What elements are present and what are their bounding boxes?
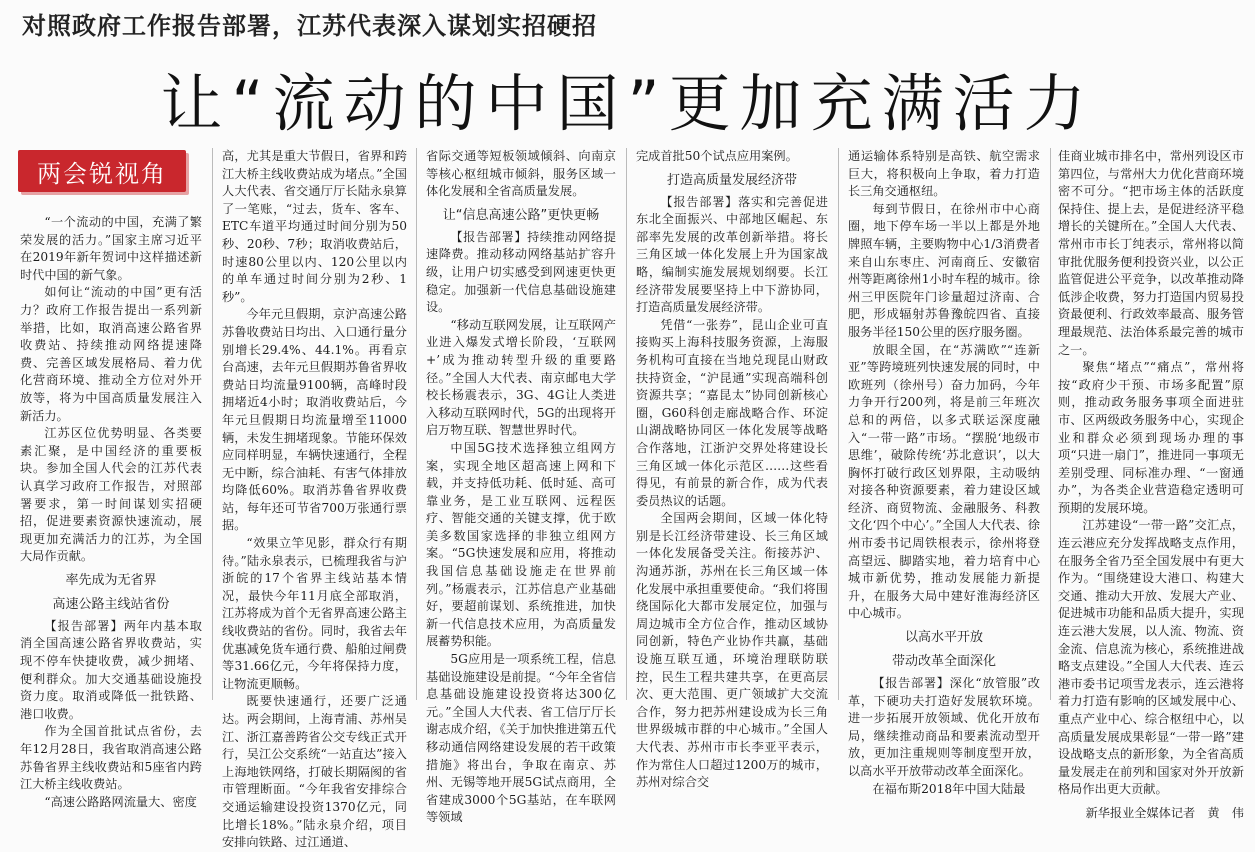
paragraph-continuation: 完成首批50个试点应用案例。 [636,149,798,163]
kicker-headline: 对照政府工作报告部署，江苏代表深入谋划实招硬招 [22,12,597,40]
paragraph: 在福布斯2018年中国大陆最 [872,781,1026,796]
paragraph: “一个流动的中国，充满了繁荣发展的活力。”国家主席习近平在2019年新年贺词中这样描述新时代中国的新气象。 [20,215,202,282]
paragraph-continuation: 佳商业城市排名中，常州列设区市第四位，与常州大力优化营商环境密不可分。“把市场主体的活跃度保持住、提上去，是促进经济平稳增长的关键所在。”全国人大代表、常州市市长丁纯表示，常州将以简审批优服务便利投资兴业，以公正监管促进公平竞争，以改革推动降低涉企收费，努力打造国内贸易投资最便利、行政效率最高、服务管理最规范、法治体系最完善的城市之一。 [1058,149,1244,357]
paragraph: 【报告部署】落实和完善促进东北全面振兴、中部地区崛起、东部率先发展的改革创新举措。将长三角区域一体化发展上升为国家战略，编制实施发展规划纲要。长江经济带发展要坚持上中下游协同，打造高质量发展经济带。 [636,194,828,315]
paragraph: 放眼全国，在“苏满欧”“连新亚”等跨境班列快速发展的同时，中欧班列（徐州号）奋力加码，今年力争开行200列，将是前三年班次总和的两倍，以多式联运深度融入“一带一路”市场。“摆脱‘地级市思维’，破除传统‘苏北意识’，以大胸怀打破行政区划界限，主动吸纳对接各种资源要素，着力建设区域经济、商贸物流、金融服务、科教文化‘四个中心’。”全国人大代表、徐州市委书记周铁根表示，徐州将登高望远、脚踏实地，着力培育中心城市新优势，推动发展能力新提升，在服务大局中建好淮海经济区中心城市。 [848,342,1040,621]
paragraph: 凭借“一张券”，昆山企业可直接购买上海科技服务资源，上海服务机构可直接在当地兑现昆山财政扶持资金，“沪昆通”实现高端科创资源共享；“嘉昆太”协同创新核心圈，G60科创走廊战略合作、环淀山湖战略协同区一体化发展等战略合作落地，江浙沪交界处将建设长三角区域一体化示范区……这些看得见，有前景的新合作，成为代表委员热议的话题。 [636,317,828,508]
paragraph: 每到节假日，在徐州市中心商圈，地下停车场一半以上都是外地牌照车辆，主要购物中心1/3消费者来自山东枣庄、河南商丘、安徽宿州等距离徐州1小时车程的城市。徐州三甲医院年门诊量超过济南、合肥，形成辐射苏鲁豫皖四省、直接服务半径150公里的医疗服务圈。 [848,201,1040,339]
paragraph: “高速公路路网流量大、密度 [44,794,197,809]
main-headline: 让“流动的中国”更加充满活力 [160,67,1095,140]
paragraph: 江苏建设“一带一路”交汇点，连云港应充分发挥战略支点作用，在服务全省乃至全国发展中有更大作为。“围绕建设大港口、构建大交通、推动大开放、发展大产业、促进城市功能和品质大提升，实现连云港大发展，以人流、物流、资金流、信息流为核心，系统推进战略支点建设。”全国人大代表、连云港市委书记项雪龙表示，连云港将着力打造有影响的区域发展中心、重点产业中心、综合枢纽中心，以高质量发展成果彰显“一带一路”建设战略支点的新形象，为全省高质量发展走在前列和国家对外开放新格局作出更大贡献。 [1058,518,1244,797]
paragraph: 今年元旦假期，京沪高速公路苏鲁收费站日均出、入口通行量分别增长29.4%、44.1%。再看京台高速，去年元旦假期苏鲁省界收费站日均流量9100辆，高峰时段拥堵近4小时；取消收费站后，今年元旦假期日均流量增至11000辆，未发生拥堵现象。节能环保效应同样明显，车辆快速通行，全程无中断，综合油耗、有害气体排放均降低60%。取消苏鲁省界收费站，每年还可节省700万张通行票据。 [222,307,407,533]
paragraph: 既要快速通行，还要广泛通达。两会期间，上海青浦、苏州吴江、浙江嘉善跨省公交专线正式开行，吴江公交系统“一站直达”接入上海地铁网络，打破长期隔阂的省市管理断面。“今年我省安排综合交通运输建设投资1370亿元，同比增长18%。”陆永泉介绍，项目安排向铁路、过江通道、 [222,694,407,850]
paragraph-continuation: 通运输体系特别是高铁、航空需求巨大，将积极向上争取，着力打造长三角交通枢纽。 [848,149,1040,199]
paragraph: 【报告部署】深化“放管服”改革，下硬功夫打造好发展软环境。进一步拓展开放领域、优化开放布局，继续推动商品和要素流动型开放，更加注重规则等制度型开放，以高水平开放带动改革全面深化。 [848,676,1040,778]
section-subheading: 高速公路主线站省份 [52,596,170,612]
column-divider [838,148,839,700]
paragraph: 作为全国首批试点省份，去年12月28日，我省取消高速公路苏鲁省界主线收费站和5座省内跨江大桥主线收费站。 [20,724,202,792]
section-subheading: 以高水平开放 [904,630,983,646]
column-divider [212,148,213,700]
article-column-6 [1058,148,1244,820]
paragraph-continuation: 省际交通等短板领域倾斜、向南京等核心枢纽城市倾斜，服务区域一体化发展和全省高质量发展。 [426,149,616,199]
paragraph: 【报告部署】持续推动网络提速降费。推动移动网络基站扩容升级，让用户切实感受到网速更快更稳定。加强新一代信息基础设施建设。 [426,229,616,315]
column-divider [1050,148,1051,700]
section-subheading: 率先成为无省界 [65,572,157,588]
paragraph: 中国5G技术选择独立组网方案，实现全地区超高速上网和下载，并支持低功耗、低时延、高可靠业务，是工业互联网、远程医疗、智能交通的关键支撑，优于欧美多数国家选择的非独立组网方案。“5G快速发展和应用，将推动我国信息基础设施走在世界前列。”杨震表示，江苏信息产业基础好，要超前谋划、系统推进，加快新一代信息技术应用，为高质量发展蓄势积能。 [426,440,616,649]
column-divider [626,148,627,700]
section-subheading: 带动改革全面深化 [891,654,996,670]
paragraph: 聚焦“堵点”“痛点”，常州将按“政府少干预、市场多配置”原则，推动政务服务事项全面进驻市、区两级政务服务中心，实现企业和群众必须到现场办理的事项“只进一扇门”，推进同一事项无差别受理、同标准办理、“一窗通办”，为各类企业营造稳定透明可预期的发展环境。 [1058,360,1244,515]
section-subheading: 打造高质量发展经济带 [666,172,797,188]
paragraph: 如何让“流动的中国”更有活力？政府工作报告提出一系列新举措，比如，取消高速公路省界收费站、持续推动网络提速降费、完善区域发展格局、着力优化营商环境、推动全方位对外开放等，将为中国高质量发展注入新活力。 [20,285,202,423]
column-divider [416,148,417,700]
author-byline: 新华报业全媒体记者 黄 伟 [1085,805,1244,820]
section-subheading: 让“信息高速公路”更快更畅 [442,207,600,223]
paragraph: 全国两会期间，区域一体化特别是长江经济带建设、长三角区域一体化发展备受关注。衔接苏沪、沟通苏浙，苏州在长三角区域一体化发展中承担重要使命。“我们将围绕国际化大都市发展定位，加强与周边城市全方位合作，推动区域协同创新，特色产业协作共赢，基础设施互联互通，环境治理联防联控，民生工程共建共享，在更高层次、更大范围、更广领域扩大交流合作，努力把苏州建设成为长三角世界级城市群的中心城市。”全国人大代表、苏州市市长李亚平表示，作为常住人口超过1200万的城市，苏州对综合交 [636,511,828,790]
paragraph: 5G应用是一项系统工程，信息基础设施建设是前提。“今年全省信息基础设施建设投资将达300亿元。”全国人大代表、省工信厅厅长谢志成介绍，《关于加快推进第五代移动通信网络建设发展的若干政策措施》将出台，争取在南京、苏州、无锡等地开展5G试点商用，全省建成3000个5G基站，在车联网等领域 [426,652,616,825]
article-column-3 [426,148,616,825]
paragraph: “效果立竿见影，群众行有期待。”陆永泉表示，已梳理我省与沪浙皖的17个省界主线站基本情况，最快今年11月底全部取消，江苏将成为首个无省界高速公路主线收费站的省份。同时，我省去年优惠减免货车通行费、船舶过闸费等31.66亿元，今年将保持力度，让物流更顺畅。 [222,536,407,691]
article-column-4 [636,148,828,790]
paragraph: 【报告部署】两年内基本取消全国高速公路省界收费站，实现不停车快捷收费，减少拥堵、便利群众。加大交通基础设施投资力度。取消或降低一批铁路、港口收费。 [20,618,202,721]
paragraph: 江苏区位优势明显、各类要素汇聚，是中国经济的重要板块。参加全国人代会的江苏代表认真学习政府工作报告，对照部署要求，第一时间谋划实招硬招，促进要素资源快速流动，展现更加充满活力的江苏，为全国大局作贡献。 [20,426,202,564]
article-column-2 [222,148,407,850]
article-column-5 [848,148,1040,796]
column-badge: 两会锐视角 [18,150,186,192]
paragraph-continuation: 高，尤其是重大节假日，省界和跨江大桥主线收费站成为堵点。”全国人大代表、省交通厅厅长陆永泉算了一笔账，“过去，货车、客车、ETC车道平均通过时间分别为50秒、20秒、7秒；取消收费站后，时速80公里以内、120公里以内的单车通过时间分别为2秒、1秒”。 [222,149,407,304]
paragraph: “移动互联网发展，让互联网产业进入爆发式增长阶段，‘互联网+’成为推动转型升级的重要路径。”全国人大代表、南京邮电大学校长杨震表示，3G、4G让人类进入移动互联网时代，5G的出现将开启万物互联、智慧世界时代。 [426,317,616,438]
article-column-1 [20,214,202,809]
